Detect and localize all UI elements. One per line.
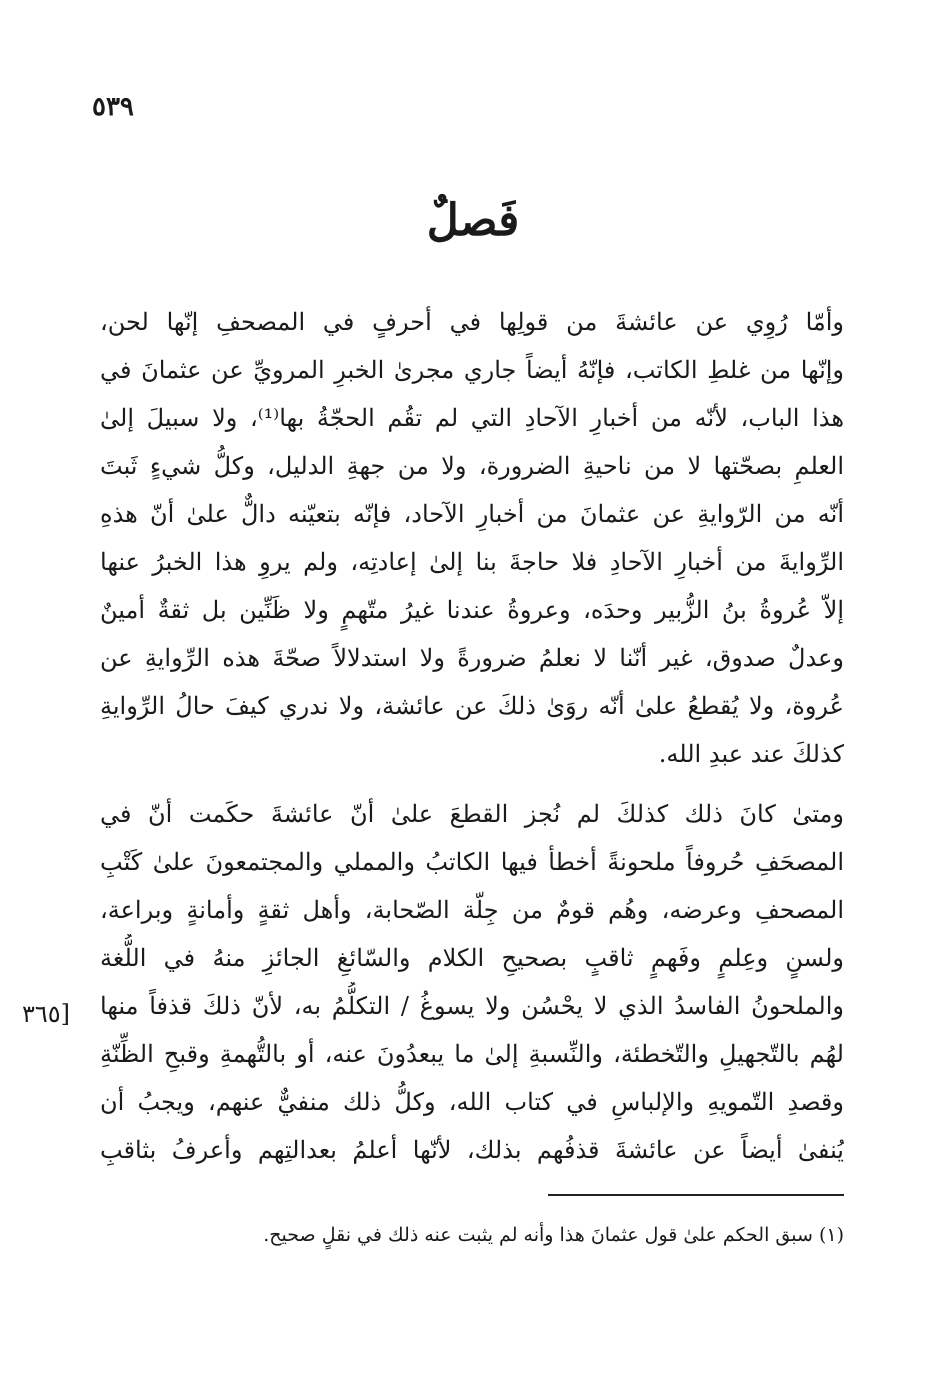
manuscript-page-marker: [٣٦٥ <box>22 1000 71 1028</box>
text-line: العلمِ بصحّتها لا من ناحيةِ الضرورة، ولا من جهةِ الدليل، وكلُّ شيءٍ ثَبتَ <box>100 452 844 480</box>
text-line: أنّه من الرّوايةِ عن عثمانَ من أخبارِ الآحاد، فإنّه بتعيّنه دالٌّ علىٰ أنّ هذهِ <box>100 500 844 528</box>
text-line: لهُم بالتّجهيلِ والتّخطئة، والنِّسبةِ إلىٰ ما يبعدُونَ عنه، أو بالتُّهمةِ وقبحِ الظِّنّةِ <box>100 1040 844 1068</box>
text-line: الرِّوايةَ من أخبارِ الآحادِ فلا حاجةَ بنا إلىٰ إعادتِه، ولم يروِ هذا الخبرُ عنها <box>100 548 844 576</box>
footnote: (١) سبق الحكم علىٰ قول عثمانَ هذا وأنه لم يثبت عنه ذلك في نقلٍ صحيح. <box>263 1224 844 1246</box>
text-line: المصحَفِ حُروفاً ملحونةً أخطأ فيها الكاتبُ والمملي والمجتمعونَ علىٰ كَتْبِ <box>100 848 844 876</box>
text-line: كذلكَ عند عبدِ الله. <box>658 740 844 768</box>
footnote-divider <box>548 1194 844 1196</box>
text-line: ومتىٰ كانَ ذلك كذلكَ لم نُجز القطعَ علىٰ أنّ عائشةَ حكَمت أنّ في <box>100 800 844 828</box>
text-line: وقصدِ التّمويهِ والإلباسِ في كتاب الله، وكلُّ ذلك منفيٌّ عنهم، ويجبُ أن <box>100 1088 844 1116</box>
paragraph-2 <box>100 790 844 1174</box>
text-line: هذا الباب، لأنّه من أخبارِ الآحادِ التي لم تقُم الحجّةُ بها⁽¹⁾، ولا سبيلَ إلىٰ <box>100 404 844 432</box>
text-line: ولسنٍ وعِلمٍ وفَهمٍ ثاقبٍ بصحيحِ الكلام والسّائغِ الجائزِ منهُ في اللُّغة <box>100 944 844 972</box>
section-heading: فَصلٌ <box>426 195 520 246</box>
text-line: وعدلٌ صدوق، غير أنّنا لا نعلمُ ضرورةً ولا استدلالاً صحّةَ هذه الرِّوايةِ عن <box>100 644 844 672</box>
text-line: والملحونُ الفاسدُ الذي لا يحْسُن ولا يسوغُ / التكلُّمُ به، لأنّ ذلكَ قذفاً منها <box>100 992 844 1020</box>
text-line: المصحفِ وعرضه، وهُم قومٌ من جِلّة الصّحابة، وأهل ثقةٍ وأمانةٍ وبراعة، <box>100 896 844 924</box>
text-line: إلاّ عُروةُ بنُ الزُّبير وحدَه، وعروةُ عندنا غيرُ متّهمٍ ولا ظَنِّين بل ثقةٌ أمينٌ <box>100 596 844 624</box>
text-line: وأمّا رُوِي عن عائشةَ من قولِها في أحرفٍ في المصحفِ إنّها لحن، <box>100 308 844 336</box>
paragraph-1 <box>100 298 844 778</box>
page-number: ٥٣٩ <box>92 92 134 122</box>
text-line: يُنفىٰ أيضاً عن عائشةَ قذفُهم بذلك، لأنّها أعلمُ بعدالتِهم وأعرفُ بثاقبِ <box>100 1136 844 1164</box>
text-line: وإنّها من غلطِ الكاتب، فإنّهُ أيضاً جاري مجرىٰ الخبرِ المرويِّ عن عثمانَ في <box>100 356 844 384</box>
text-line: عُروة، ولا يُقطعُ علىٰ أنّه روَىٰ ذلكَ عن عائشة، ولا ندري كيفَ حالُ الرِّوايةِ <box>100 692 844 720</box>
